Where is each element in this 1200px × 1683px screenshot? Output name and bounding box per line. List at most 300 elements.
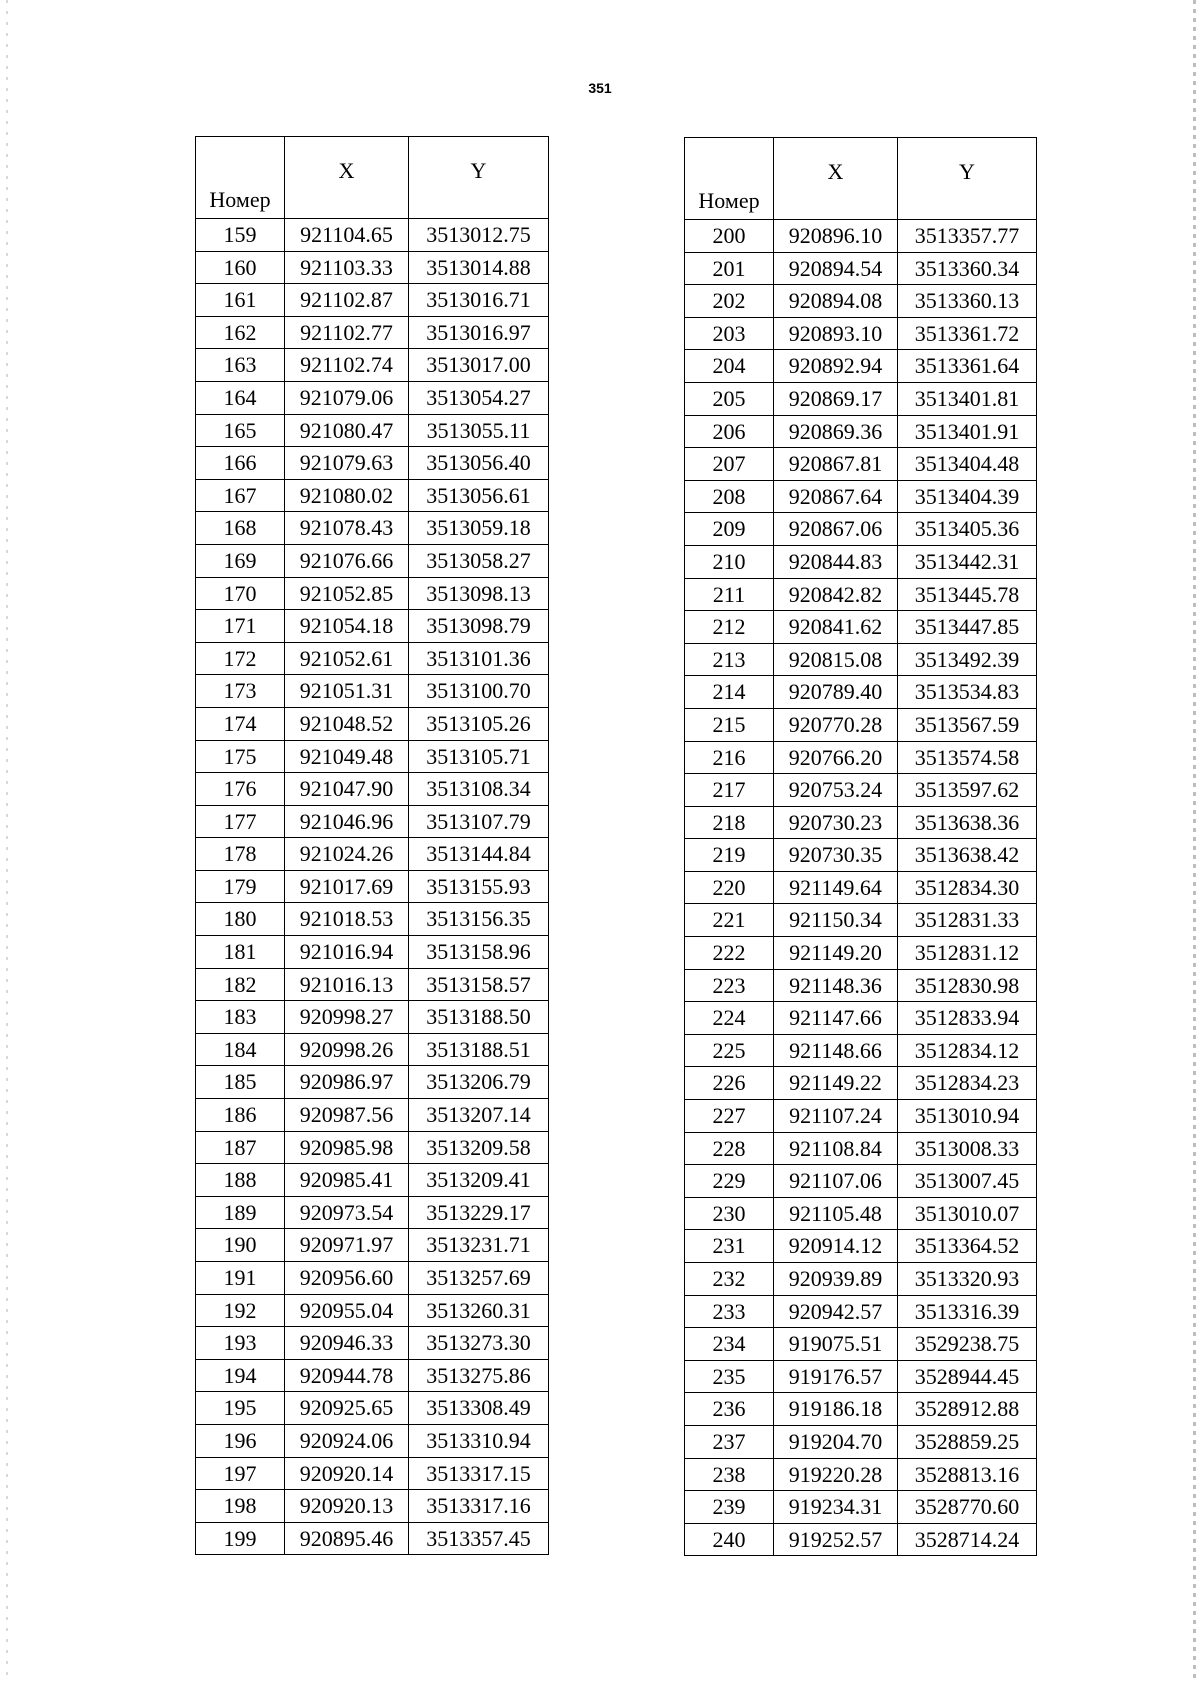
x-coordinate-cell: 920973.54 bbox=[285, 1196, 409, 1229]
table-row bbox=[685, 1230, 1037, 1263]
y-coordinate-cell: 3513056.61 bbox=[409, 479, 549, 512]
x-coordinate-cell: 919252.57 bbox=[774, 1523, 898, 1556]
table-row bbox=[685, 513, 1037, 546]
point-number-cell: 240 bbox=[685, 1523, 774, 1556]
point-number-cell: 172 bbox=[196, 642, 285, 675]
x-coordinate-cell: 921079.63 bbox=[285, 447, 409, 480]
x-coordinate-cell: 920925.65 bbox=[285, 1392, 409, 1425]
point-number-cell: 196 bbox=[196, 1424, 285, 1457]
point-number-cell: 164 bbox=[196, 381, 285, 414]
y-coordinate-cell: 3512833.94 bbox=[898, 1002, 1037, 1035]
x-coordinate-cell: 921147.66 bbox=[774, 1002, 898, 1035]
x-coordinate-cell: 921149.22 bbox=[774, 1067, 898, 1100]
y-coordinate-cell: 3513209.58 bbox=[409, 1131, 549, 1164]
point-number-cell: 200 bbox=[685, 220, 774, 253]
y-coordinate-cell: 3513492.39 bbox=[898, 643, 1037, 676]
x-coordinate-cell: 920766.20 bbox=[774, 741, 898, 774]
point-number-cell: 214 bbox=[685, 676, 774, 709]
x-coordinate-cell: 920986.97 bbox=[285, 1066, 409, 1099]
table-row bbox=[685, 382, 1037, 415]
table-row bbox=[685, 415, 1037, 448]
point-number-cell: 184 bbox=[196, 1033, 285, 1066]
table-row bbox=[685, 969, 1037, 1002]
y-coordinate-cell: 3513401.91 bbox=[898, 415, 1037, 448]
table-row bbox=[685, 741, 1037, 774]
table-row bbox=[196, 1490, 549, 1523]
x-coordinate-cell: 920946.33 bbox=[285, 1327, 409, 1360]
point-number-cell: 231 bbox=[685, 1230, 774, 1263]
x-coordinate-cell: 920942.57 bbox=[774, 1295, 898, 1328]
x-coordinate-cell: 921149.64 bbox=[774, 871, 898, 904]
x-coordinate-cell: 920998.27 bbox=[285, 1001, 409, 1034]
x-coordinate-cell: 920753.24 bbox=[774, 774, 898, 807]
point-number-cell: 219 bbox=[685, 839, 774, 872]
table-row bbox=[196, 544, 549, 577]
y-coordinate-cell: 3513257.69 bbox=[409, 1262, 549, 1295]
table-row bbox=[685, 1393, 1037, 1426]
table-row bbox=[685, 806, 1037, 839]
point-number-cell: 217 bbox=[685, 774, 774, 807]
point-number-cell: 195 bbox=[196, 1392, 285, 1425]
point-number-cell: 204 bbox=[685, 350, 774, 383]
x-coordinate-cell: 919234.31 bbox=[774, 1491, 898, 1524]
x-coordinate-cell: 921016.13 bbox=[285, 968, 409, 1001]
y-coordinate-cell: 3513012.75 bbox=[409, 219, 549, 252]
y-coordinate-cell: 3513158.96 bbox=[409, 936, 549, 969]
point-number-cell: 180 bbox=[196, 903, 285, 936]
scan-edge-left bbox=[6, 0, 8, 1683]
table-row bbox=[196, 1033, 549, 1066]
point-number-cell: 227 bbox=[685, 1100, 774, 1133]
y-coordinate-cell: 3513155.93 bbox=[409, 870, 549, 903]
table-body-right bbox=[685, 220, 1037, 1556]
table-row bbox=[196, 610, 549, 643]
x-coordinate-cell: 920842.82 bbox=[774, 578, 898, 611]
y-coordinate-cell: 3513401.81 bbox=[898, 382, 1037, 415]
x-coordinate-cell: 921024.26 bbox=[285, 838, 409, 871]
y-coordinate-cell: 3513534.83 bbox=[898, 676, 1037, 709]
x-coordinate-cell: 920867.06 bbox=[774, 513, 898, 546]
x-coordinate-cell: 921076.66 bbox=[285, 544, 409, 577]
y-coordinate-cell: 3513098.13 bbox=[409, 577, 549, 610]
y-coordinate-cell: 3513144.84 bbox=[409, 838, 549, 871]
y-coordinate-cell: 3513357.77 bbox=[898, 220, 1037, 253]
point-number-cell: 193 bbox=[196, 1327, 285, 1360]
table-row bbox=[196, 512, 549, 545]
table-row bbox=[685, 611, 1037, 644]
x-coordinate-cell: 921080.47 bbox=[285, 414, 409, 447]
y-coordinate-cell: 3513316.39 bbox=[898, 1295, 1037, 1328]
point-number-cell: 225 bbox=[685, 1034, 774, 1067]
x-coordinate-cell: 921017.69 bbox=[285, 870, 409, 903]
table-row bbox=[685, 317, 1037, 350]
table-row bbox=[196, 414, 549, 447]
x-coordinate-cell: 921107.06 bbox=[774, 1165, 898, 1198]
point-number-cell: 187 bbox=[196, 1131, 285, 1164]
y-coordinate-cell: 3512831.33 bbox=[898, 904, 1037, 937]
header-x: X bbox=[774, 138, 898, 220]
table-header-row bbox=[196, 137, 549, 219]
x-coordinate-cell: 921150.34 bbox=[774, 904, 898, 937]
table-row bbox=[685, 1034, 1037, 1067]
point-number-cell: 210 bbox=[685, 545, 774, 578]
table-row bbox=[196, 1001, 549, 1034]
table-row bbox=[685, 1425, 1037, 1458]
point-number-cell: 234 bbox=[685, 1328, 774, 1361]
x-coordinate-cell: 921018.53 bbox=[285, 903, 409, 936]
x-coordinate-cell: 920944.78 bbox=[285, 1359, 409, 1392]
x-coordinate-cell: 919204.70 bbox=[774, 1425, 898, 1458]
table-row bbox=[196, 1099, 549, 1132]
y-coordinate-cell: 3512831.12 bbox=[898, 937, 1037, 970]
y-coordinate-cell: 3513105.26 bbox=[409, 707, 549, 740]
point-number-cell: 183 bbox=[196, 1001, 285, 1034]
x-coordinate-cell: 920869.36 bbox=[774, 415, 898, 448]
table-row bbox=[685, 448, 1037, 481]
point-number-cell: 168 bbox=[196, 512, 285, 545]
y-coordinate-cell: 3513273.30 bbox=[409, 1327, 549, 1360]
y-coordinate-cell: 3513008.33 bbox=[898, 1132, 1037, 1165]
point-number-cell: 229 bbox=[685, 1165, 774, 1198]
x-coordinate-cell: 921105.48 bbox=[774, 1197, 898, 1230]
y-coordinate-cell: 3512834.23 bbox=[898, 1067, 1037, 1100]
point-number-cell: 179 bbox=[196, 870, 285, 903]
point-number-cell: 209 bbox=[685, 513, 774, 546]
point-number-cell: 220 bbox=[685, 871, 774, 904]
x-coordinate-cell: 921148.66 bbox=[774, 1034, 898, 1067]
point-number-cell: 166 bbox=[196, 447, 285, 480]
point-number-cell: 221 bbox=[685, 904, 774, 937]
table-row bbox=[685, 1263, 1037, 1296]
y-coordinate-cell: 3513364.52 bbox=[898, 1230, 1037, 1263]
table-row bbox=[196, 447, 549, 480]
table-row bbox=[685, 578, 1037, 611]
x-coordinate-cell: 921107.24 bbox=[774, 1100, 898, 1133]
y-coordinate-cell: 3512830.98 bbox=[898, 969, 1037, 1002]
table-row bbox=[196, 1392, 549, 1425]
x-coordinate-cell: 920920.13 bbox=[285, 1490, 409, 1523]
x-coordinate-cell: 920892.94 bbox=[774, 350, 898, 383]
table-row bbox=[685, 676, 1037, 709]
point-number-cell: 159 bbox=[196, 219, 285, 252]
point-number-cell: 224 bbox=[685, 1002, 774, 1035]
y-coordinate-cell: 3513188.50 bbox=[409, 1001, 549, 1034]
x-coordinate-cell: 921108.84 bbox=[774, 1132, 898, 1165]
x-coordinate-cell: 920894.08 bbox=[774, 285, 898, 318]
y-coordinate-cell: 3513017.00 bbox=[409, 349, 549, 382]
point-number-cell: 198 bbox=[196, 1490, 285, 1523]
point-number-cell: 203 bbox=[685, 317, 774, 350]
x-coordinate-cell: 920971.97 bbox=[285, 1229, 409, 1262]
point-number-cell: 162 bbox=[196, 316, 285, 349]
x-coordinate-cell: 920730.35 bbox=[774, 839, 898, 872]
table-row bbox=[196, 675, 549, 708]
table-row bbox=[685, 1491, 1037, 1524]
y-coordinate-cell: 3528813.16 bbox=[898, 1458, 1037, 1491]
table-row bbox=[685, 285, 1037, 318]
y-coordinate-cell: 3512834.30 bbox=[898, 871, 1037, 904]
x-coordinate-cell: 920985.41 bbox=[285, 1164, 409, 1197]
x-coordinate-cell: 919186.18 bbox=[774, 1393, 898, 1426]
y-coordinate-cell: 3513442.31 bbox=[898, 545, 1037, 578]
table-row bbox=[685, 937, 1037, 970]
point-number-cell: 171 bbox=[196, 610, 285, 643]
point-number-cell: 191 bbox=[196, 1262, 285, 1295]
x-coordinate-cell: 921078.43 bbox=[285, 512, 409, 545]
y-coordinate-cell: 3513361.72 bbox=[898, 317, 1037, 350]
point-number-cell: 226 bbox=[685, 1067, 774, 1100]
y-coordinate-cell: 3513207.14 bbox=[409, 1099, 549, 1132]
table-row bbox=[196, 805, 549, 838]
table-row bbox=[685, 643, 1037, 676]
point-number-cell: 222 bbox=[685, 937, 774, 970]
x-coordinate-cell: 920867.64 bbox=[774, 480, 898, 513]
point-number-cell: 165 bbox=[196, 414, 285, 447]
point-number-cell: 160 bbox=[196, 251, 285, 284]
y-coordinate-cell: 3528912.88 bbox=[898, 1393, 1037, 1426]
x-coordinate-cell: 920998.26 bbox=[285, 1033, 409, 1066]
y-coordinate-cell: 3513206.79 bbox=[409, 1066, 549, 1099]
y-coordinate-cell: 3529238.75 bbox=[898, 1328, 1037, 1361]
y-coordinate-cell: 3513310.94 bbox=[409, 1424, 549, 1457]
x-coordinate-cell: 920789.40 bbox=[774, 676, 898, 709]
table-row bbox=[685, 1523, 1037, 1556]
x-coordinate-cell: 921148.36 bbox=[774, 969, 898, 1002]
table-row bbox=[196, 381, 549, 414]
point-number-cell: 211 bbox=[685, 578, 774, 611]
table-row bbox=[685, 839, 1037, 872]
table-row bbox=[196, 707, 549, 740]
x-coordinate-cell: 920896.10 bbox=[774, 220, 898, 253]
point-number-cell: 238 bbox=[685, 1458, 774, 1491]
x-coordinate-cell: 921103.33 bbox=[285, 251, 409, 284]
point-number-cell: 232 bbox=[685, 1263, 774, 1296]
point-number-cell: 167 bbox=[196, 479, 285, 512]
table-row bbox=[685, 1165, 1037, 1198]
y-coordinate-cell: 3513100.70 bbox=[409, 675, 549, 708]
point-number-cell: 215 bbox=[685, 708, 774, 741]
point-number-cell: 185 bbox=[196, 1066, 285, 1099]
y-coordinate-cell: 3513158.57 bbox=[409, 968, 549, 1001]
point-number-cell: 233 bbox=[685, 1295, 774, 1328]
y-coordinate-cell: 3513357.45 bbox=[409, 1522, 549, 1555]
point-number-cell: 189 bbox=[196, 1196, 285, 1229]
table-row bbox=[685, 1458, 1037, 1491]
x-coordinate-cell: 919075.51 bbox=[774, 1328, 898, 1361]
y-coordinate-cell: 3513010.94 bbox=[898, 1100, 1037, 1133]
table-row bbox=[196, 1262, 549, 1295]
x-coordinate-cell: 920955.04 bbox=[285, 1294, 409, 1327]
table-row bbox=[196, 642, 549, 675]
y-coordinate-cell: 3513188.51 bbox=[409, 1033, 549, 1066]
y-coordinate-cell: 3513317.16 bbox=[409, 1490, 549, 1523]
table-row bbox=[685, 1132, 1037, 1165]
y-coordinate-cell: 3513231.71 bbox=[409, 1229, 549, 1262]
y-coordinate-cell: 3513275.86 bbox=[409, 1359, 549, 1392]
point-number-cell: 205 bbox=[685, 382, 774, 415]
x-coordinate-cell: 920956.60 bbox=[285, 1262, 409, 1295]
x-coordinate-cell: 920939.89 bbox=[774, 1263, 898, 1296]
point-number-cell: 230 bbox=[685, 1197, 774, 1230]
point-number-cell: 192 bbox=[196, 1294, 285, 1327]
y-coordinate-cell: 3513055.11 bbox=[409, 414, 549, 447]
point-number-cell: 223 bbox=[685, 969, 774, 1002]
point-number-cell: 175 bbox=[196, 740, 285, 773]
x-coordinate-cell: 921047.90 bbox=[285, 773, 409, 806]
point-number-cell: 174 bbox=[196, 707, 285, 740]
x-coordinate-cell: 920987.56 bbox=[285, 1099, 409, 1132]
table-row bbox=[685, 1002, 1037, 1035]
y-coordinate-cell: 3513014.88 bbox=[409, 251, 549, 284]
x-coordinate-cell: 920815.08 bbox=[774, 643, 898, 676]
table-row bbox=[685, 1295, 1037, 1328]
table-row bbox=[196, 1457, 549, 1490]
y-coordinate-cell: 3528714.24 bbox=[898, 1523, 1037, 1556]
y-coordinate-cell: 3513016.97 bbox=[409, 316, 549, 349]
point-number-cell: 182 bbox=[196, 968, 285, 1001]
table-row bbox=[196, 1359, 549, 1392]
y-coordinate-cell: 3513108.34 bbox=[409, 773, 549, 806]
x-coordinate-cell: 921102.74 bbox=[285, 349, 409, 382]
table-row bbox=[685, 480, 1037, 513]
x-coordinate-cell: 921051.31 bbox=[285, 675, 409, 708]
point-number-cell: 212 bbox=[685, 611, 774, 644]
y-coordinate-cell: 3513567.59 bbox=[898, 708, 1037, 741]
y-coordinate-cell: 3513638.42 bbox=[898, 839, 1037, 872]
table-row bbox=[685, 252, 1037, 285]
point-number-cell: 186 bbox=[196, 1099, 285, 1132]
point-number-cell: 236 bbox=[685, 1393, 774, 1426]
x-coordinate-cell: 921016.94 bbox=[285, 936, 409, 969]
y-coordinate-cell: 3513016.71 bbox=[409, 284, 549, 317]
y-coordinate-cell: 3513056.40 bbox=[409, 447, 549, 480]
table-row bbox=[685, 774, 1037, 807]
table-row bbox=[196, 838, 549, 871]
point-number-cell: 188 bbox=[196, 1164, 285, 1197]
table-header-row bbox=[685, 138, 1037, 220]
y-coordinate-cell: 3528770.60 bbox=[898, 1491, 1037, 1524]
table-row bbox=[196, 936, 549, 969]
point-number-cell: 237 bbox=[685, 1425, 774, 1458]
point-number-cell: 181 bbox=[196, 936, 285, 969]
point-number-cell: 190 bbox=[196, 1229, 285, 1262]
table-row bbox=[685, 1067, 1037, 1100]
table-row bbox=[196, 1424, 549, 1457]
table-row bbox=[196, 1196, 549, 1229]
table-row bbox=[196, 479, 549, 512]
y-coordinate-cell: 3513010.07 bbox=[898, 1197, 1037, 1230]
y-coordinate-cell: 3513156.35 bbox=[409, 903, 549, 936]
x-coordinate-cell: 919220.28 bbox=[774, 1458, 898, 1491]
y-coordinate-cell: 3513260.31 bbox=[409, 1294, 549, 1327]
table-row bbox=[196, 349, 549, 382]
x-coordinate-cell: 920841.62 bbox=[774, 611, 898, 644]
point-number-cell: 178 bbox=[196, 838, 285, 871]
x-coordinate-cell: 920920.14 bbox=[285, 1457, 409, 1490]
y-coordinate-cell: 3513404.39 bbox=[898, 480, 1037, 513]
page-number: 351 bbox=[588, 80, 612, 96]
x-coordinate-cell: 921048.52 bbox=[285, 707, 409, 740]
table-row bbox=[685, 220, 1037, 253]
y-coordinate-cell: 3513360.34 bbox=[898, 252, 1037, 285]
table-row bbox=[685, 1197, 1037, 1230]
x-coordinate-cell: 920914.12 bbox=[774, 1230, 898, 1263]
y-coordinate-cell: 3513574.58 bbox=[898, 741, 1037, 774]
table-row bbox=[196, 219, 549, 252]
point-number-cell: 216 bbox=[685, 741, 774, 774]
x-coordinate-cell: 920893.10 bbox=[774, 317, 898, 350]
y-coordinate-cell: 3513447.85 bbox=[898, 611, 1037, 644]
point-number-cell: 235 bbox=[685, 1360, 774, 1393]
y-coordinate-cell: 3513101.36 bbox=[409, 642, 549, 675]
y-coordinate-cell: 3513308.49 bbox=[409, 1392, 549, 1425]
y-coordinate-cell: 3513638.36 bbox=[898, 806, 1037, 839]
table-row bbox=[196, 1522, 549, 1555]
table-row bbox=[196, 903, 549, 936]
point-number-cell: 197 bbox=[196, 1457, 285, 1490]
x-coordinate-cell: 921046.96 bbox=[285, 805, 409, 838]
table-row bbox=[196, 1164, 549, 1197]
table-row bbox=[196, 870, 549, 903]
y-coordinate-cell: 3513445.78 bbox=[898, 578, 1037, 611]
x-coordinate-cell: 920894.54 bbox=[774, 252, 898, 285]
table-row bbox=[196, 251, 549, 284]
x-coordinate-cell: 921054.18 bbox=[285, 610, 409, 643]
y-coordinate-cell: 3513405.36 bbox=[898, 513, 1037, 546]
x-coordinate-cell: 921079.06 bbox=[285, 381, 409, 414]
x-coordinate-cell: 920770.28 bbox=[774, 708, 898, 741]
y-coordinate-cell: 3513320.93 bbox=[898, 1263, 1037, 1296]
table-row bbox=[685, 871, 1037, 904]
y-coordinate-cell: 3513054.27 bbox=[409, 381, 549, 414]
y-coordinate-cell: 3528944.45 bbox=[898, 1360, 1037, 1393]
table-row bbox=[685, 904, 1037, 937]
x-coordinate-cell: 921049.48 bbox=[285, 740, 409, 773]
header-x: X bbox=[285, 137, 409, 219]
x-coordinate-cell: 921104.65 bbox=[285, 219, 409, 252]
table-row bbox=[685, 350, 1037, 383]
coordinates-table-left bbox=[195, 136, 549, 1555]
y-coordinate-cell: 3513404.48 bbox=[898, 448, 1037, 481]
table-row bbox=[196, 316, 549, 349]
point-number-cell: 218 bbox=[685, 806, 774, 839]
y-coordinate-cell: 3513597.62 bbox=[898, 774, 1037, 807]
x-coordinate-cell: 920867.81 bbox=[774, 448, 898, 481]
table-row bbox=[196, 740, 549, 773]
scan-edge-right bbox=[1193, 0, 1196, 1683]
x-coordinate-cell: 920869.17 bbox=[774, 382, 898, 415]
y-coordinate-cell: 3528859.25 bbox=[898, 1425, 1037, 1458]
x-coordinate-cell: 919176.57 bbox=[774, 1360, 898, 1393]
point-number-cell: 206 bbox=[685, 415, 774, 448]
point-number-cell: 213 bbox=[685, 643, 774, 676]
y-coordinate-cell: 3513361.64 bbox=[898, 350, 1037, 383]
table-row bbox=[196, 1294, 549, 1327]
table-row bbox=[196, 1229, 549, 1262]
point-number-cell: 208 bbox=[685, 480, 774, 513]
header-y: Y bbox=[898, 138, 1037, 220]
y-coordinate-cell: 3513007.45 bbox=[898, 1165, 1037, 1198]
table-row bbox=[685, 1328, 1037, 1361]
y-coordinate-cell: 3513229.17 bbox=[409, 1196, 549, 1229]
header-number: Номер bbox=[196, 137, 285, 219]
header-number: Номер bbox=[685, 138, 774, 220]
y-coordinate-cell: 3513059.18 bbox=[409, 512, 549, 545]
table-row bbox=[196, 968, 549, 1001]
y-coordinate-cell: 3513058.27 bbox=[409, 544, 549, 577]
y-coordinate-cell: 3512834.12 bbox=[898, 1034, 1037, 1067]
point-number-cell: 199 bbox=[196, 1522, 285, 1555]
